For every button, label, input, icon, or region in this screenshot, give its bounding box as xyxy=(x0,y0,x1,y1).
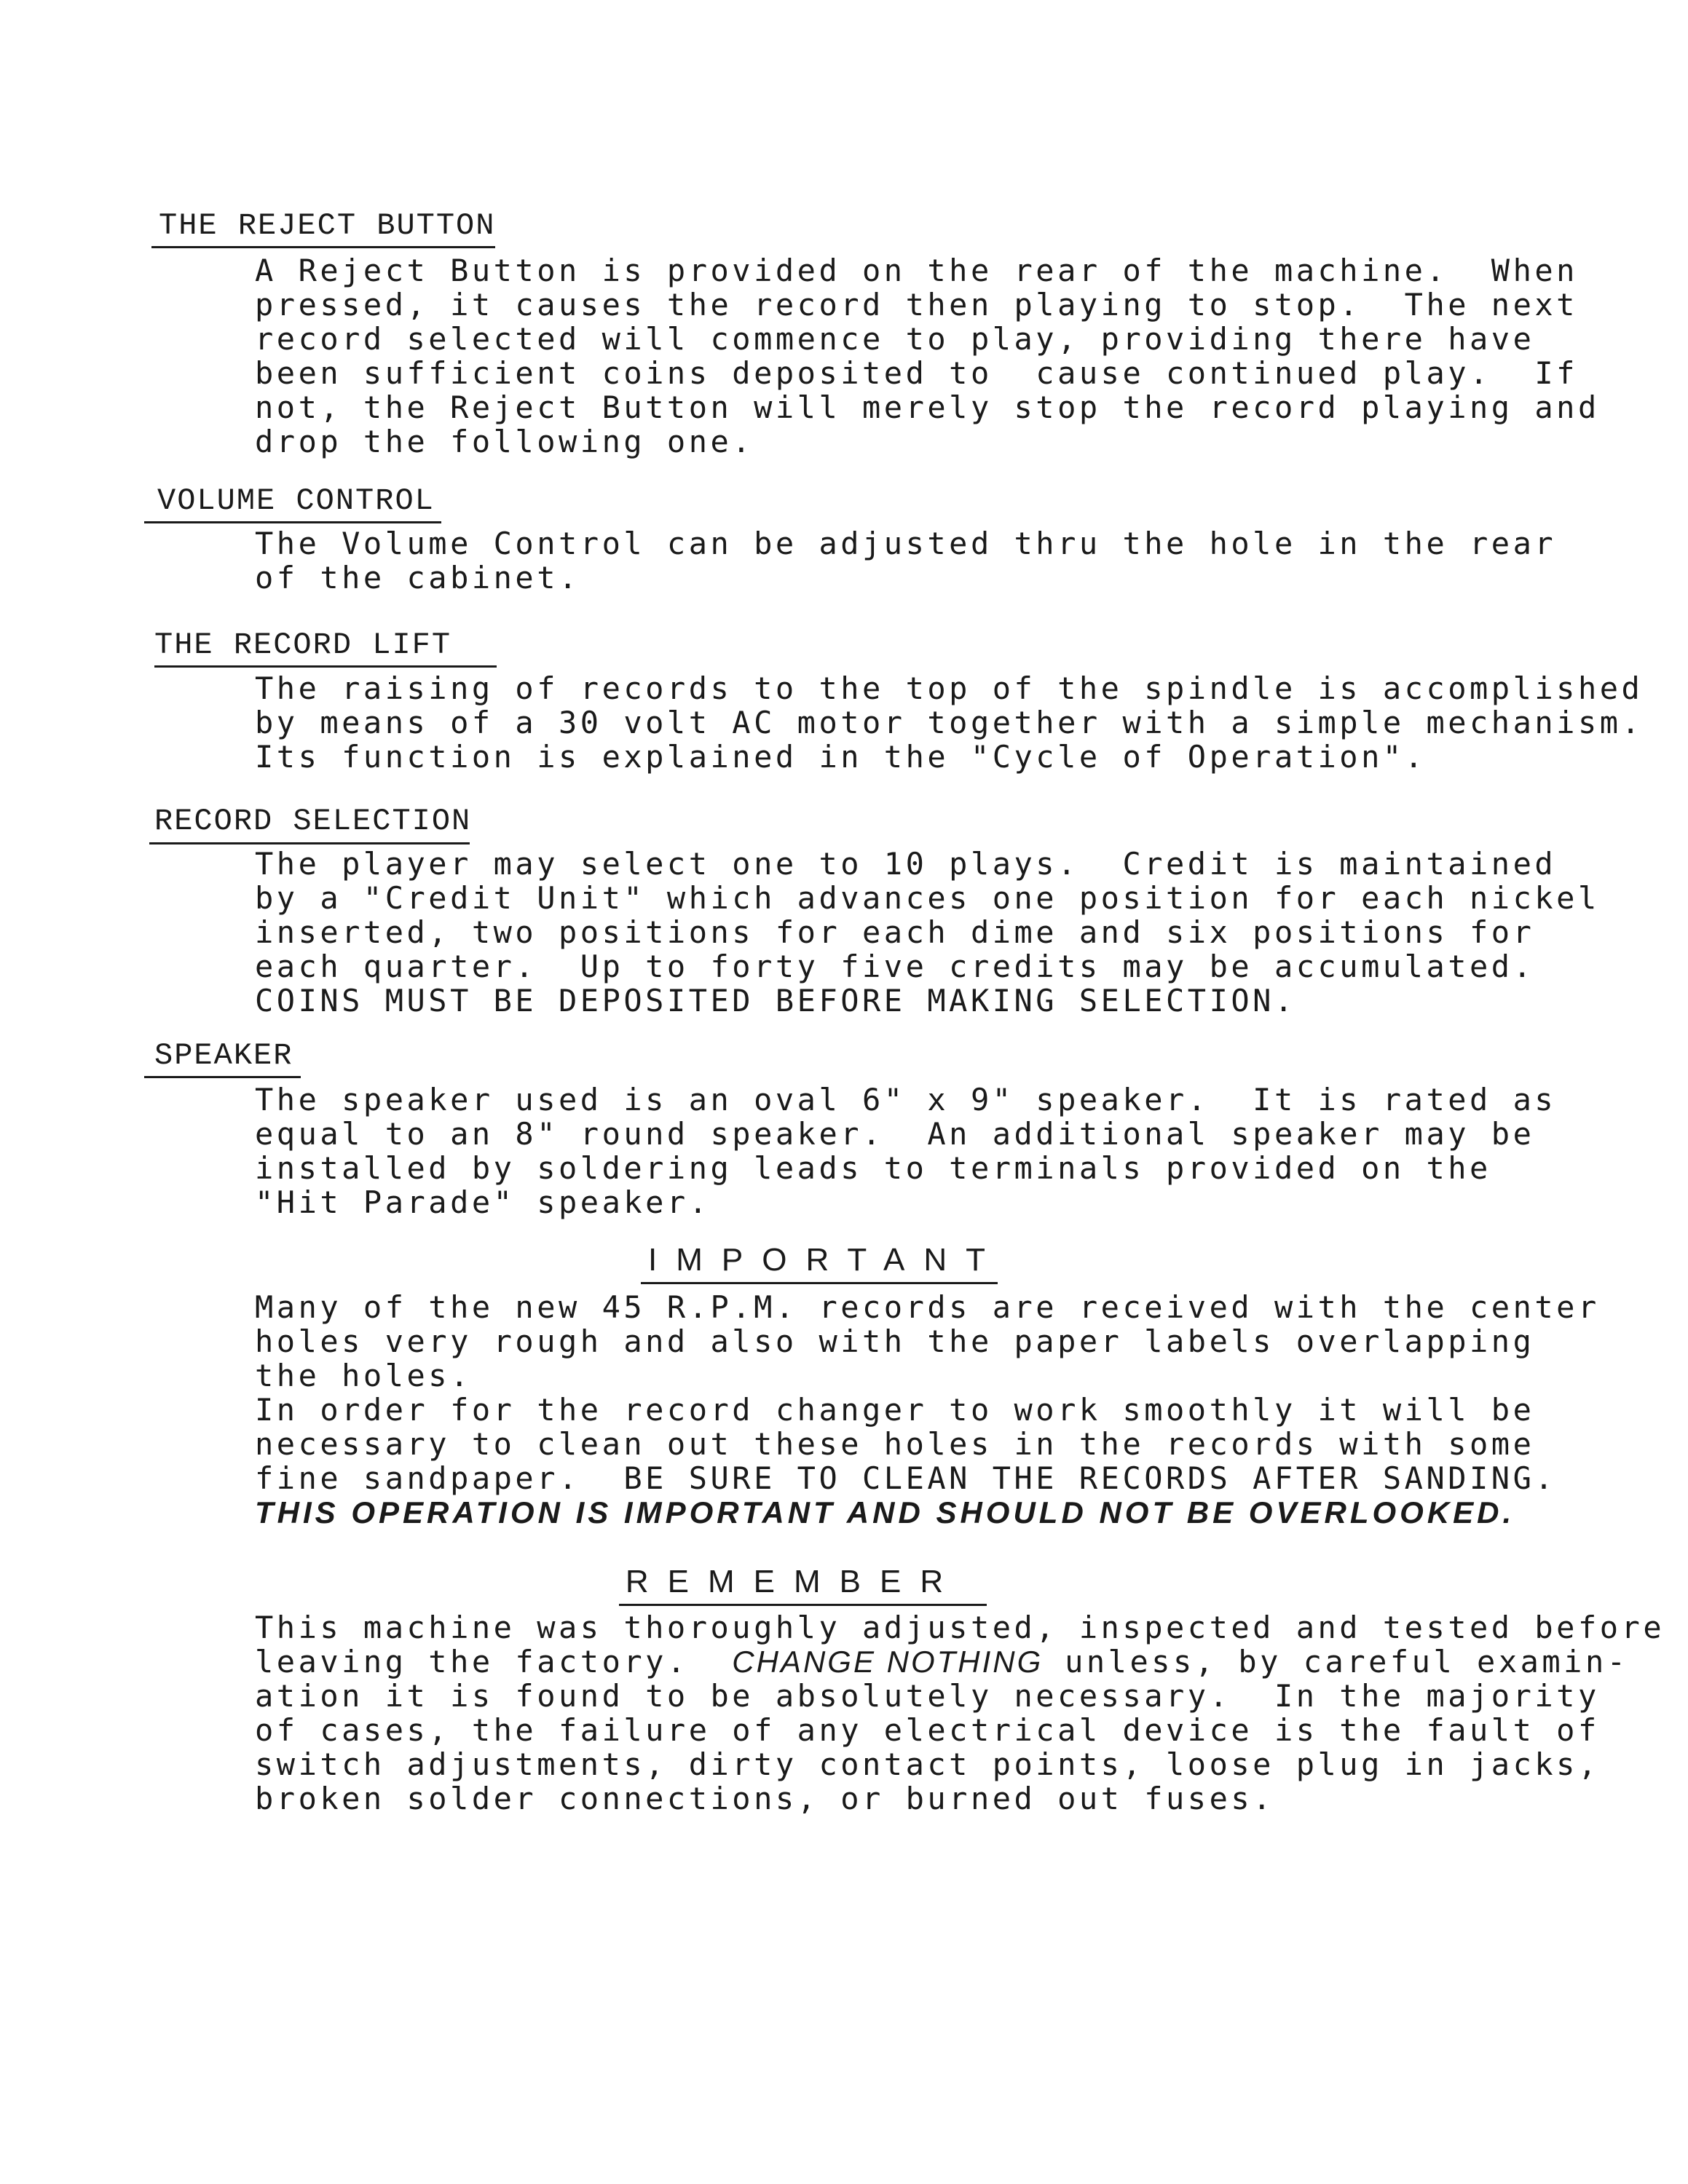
heading-underline xyxy=(144,521,441,523)
paragraph-record-selection: The player may select one to 10 plays. Credit is maintained by a "Credit Unit" which advances one position for each nickel inserted, two positions for each dime and six positions for each quarter. Up to forty five credits may be accumulated. COINS MUST BE DEPOSITED BEFORE MAKING SELECTION. xyxy=(255,846,1600,1018)
heading-record-selection: RECORD SELECTION xyxy=(154,804,472,839)
paragraph-important-sanding: In order for the record changer to work smoothly it will be necessary to clean out these holes in the records with some fine sandpaper. BE SURE TO CLEAN THE RECORDS AFTER SANDING. THIS OPERATION IS IMPORTANT AND SHOULD NOT BE OVERLOOKED. xyxy=(255,1392,1557,1530)
paragraph-reject-button: A Reject Button is provided on the rear of the machine. When pressed, it causes the record then playing to stop. The next record selected will commence to play, providing there have been sufficient coins deposited to cause continued play. If not, the Reject Button will merely stop the record playing and drop the following one. xyxy=(255,253,1600,459)
paragraph-record-lift: The raising of records to the top of the spindle is accomplished by means of a 30 volt AC motor together with a simple mechanism. Its function is explained in the "Cycle of Operation". xyxy=(255,670,1644,775)
heading-underline xyxy=(641,1282,998,1284)
heading-underline xyxy=(151,246,495,248)
heading-volume-control: VOLUME CONTROL xyxy=(157,483,435,518)
emphasis-change-nothing: CHANGE NOTHING xyxy=(732,1645,1044,1679)
heading-reject-button: THE REJECT BUTTON xyxy=(159,208,496,243)
paragraph-remember: This machine was thoroughly adjusted, inspected and tested before leaving the factory. CHANGE NOTHING unless, by careful examin- ation it is found to be absolutely necessary. In the majority of cases, the failure of any electrical device is the fault of switch adjustments, dirty contact points, loose plug in jacks, broken solder connections, or burned out fuses. xyxy=(255,1610,1665,1816)
heading-underline xyxy=(149,842,470,844)
heading-underline xyxy=(144,1076,301,1078)
heading-speaker: SPEAKER xyxy=(154,1038,293,1073)
heading-important: IMPORTANT xyxy=(648,1242,1005,1278)
heading-record-lift: THE RECORD LIFT xyxy=(154,628,452,662)
heading-underline xyxy=(619,1604,987,1606)
emphasis-warning: THIS OPERATION IS IMPORTANT AND SHOULD NOT BE OVERLOOKED. xyxy=(255,1495,1515,1530)
heading-underline xyxy=(154,665,497,668)
heading-remember: REMEMBER xyxy=(625,1564,963,1599)
paragraph-important-records: Many of the new 45 R.P.M. records are received with the center holes very rough and also with the paper labels overlapping the holes. xyxy=(255,1289,1600,1393)
paragraph-speaker: The speaker used is an oval 6" x 9" speaker. It is rated as equal to an 8" round speaker. An additional speaker may be installed by soldering leads to terminals provided on the "Hit Parade" speaker. xyxy=(255,1082,1557,1220)
paragraph-volume-control: The Volume Control can be adjusted thru the hole in the rear of the cabinet. xyxy=(255,526,1557,596)
